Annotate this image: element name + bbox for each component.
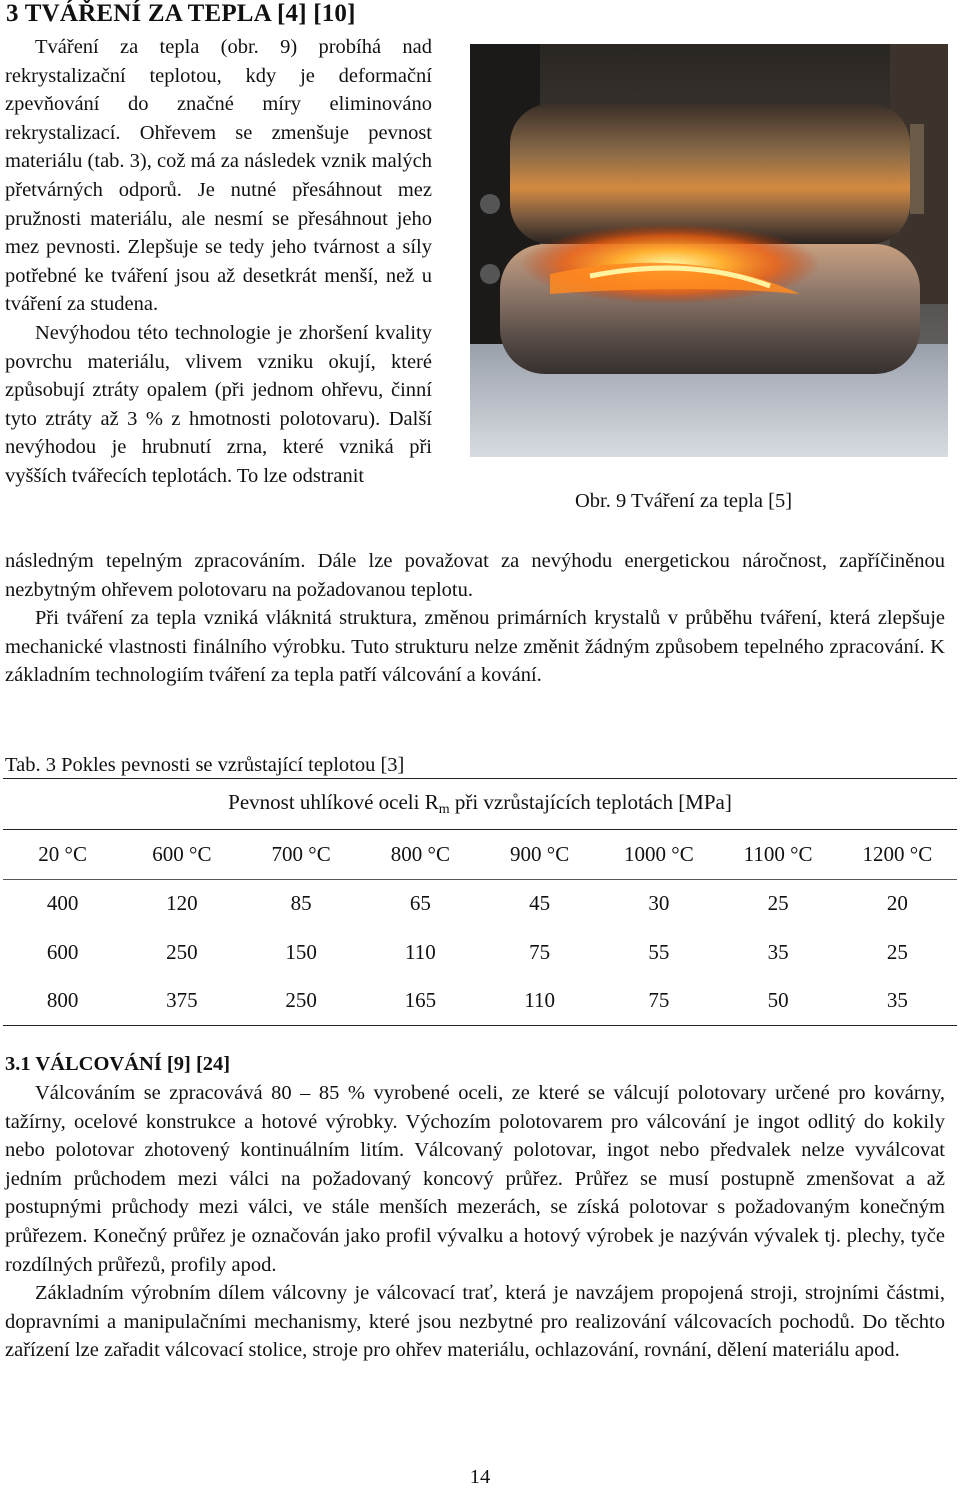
table-row: [3, 977, 957, 1026]
table-cell: 50: [719, 977, 838, 1026]
subsection-heading: 3.1 VÁLCOVÁNÍ [9] [24]: [5, 1053, 231, 1075]
figure-caption: Obr. 9 Tváření za tepla [5]: [575, 490, 793, 512]
table-cell: 35: [838, 977, 957, 1026]
page-number: 14: [469, 1466, 491, 1488]
table-cell: 150: [285, 939, 317, 964]
table-cell: 20 °C: [3, 830, 122, 880]
strength-table: [3, 778, 957, 1026]
table-cell: 375: [122, 977, 241, 1026]
table-cell: 165: [361, 977, 480, 1026]
subsection-paragraph-1: Válcováním se zpracovává 80 – 85 % vyrobené oceli, ze které se válcují polotovary určené pro kovárny, tažírny, ocelové konstrukce a hotové výrobky. Výchozím polotovarem pro válcování je ingot odlitý do kokily nebo polotovar zhotovený kontinuálním litím. Válcovaný polotovar, ingot nebo předvalek nelze vyválcovat jedním průchodem mezi válci na požadovaný koncový průřez. Průřez se musí postupně zmenšovat a až postupnými průchody mezi válci, ve stále menších mezerách, se získá polotovar s požadovaným konečným průřezem. Konečný průřez je označován jako profil vývalku a hotový výrobek je nazýván vývalek tj. plechy, tyče rozdílných průřezů, profily apod.: [5, 1082, 945, 1276]
header-text-rest: při vzrůstajících teplotách [MPa]: [449, 790, 732, 814]
table-row: [3, 879, 957, 928]
table-cell: 25: [886, 939, 908, 964]
hot-rolling-illustration: [470, 44, 948, 457]
intro-paragraph-3: Při tváření za tepla vzniká vláknitá struktura, změnou primárních krystalů v průběhu tváření, která zlepšuje mechanické vlastnosti finálního výrobku. Tuto strukturu nelze změnit žádným způsobem tepelného zpracování. K základním technologiím tváření za tepla patří válcování a kování.: [5, 607, 945, 687]
table-cell: 55: [648, 939, 670, 964]
subsection-text: [5, 1079, 945, 1365]
table-cell: 1000 °C: [599, 830, 718, 880]
table-cell: 110: [405, 939, 436, 964]
table-caption: Tab. 3 Pokles pevnosti se vzrůstající teplotou [3]: [5, 754, 405, 776]
table-cell: 600 °C: [122, 830, 241, 880]
continued-text: [5, 547, 945, 690]
intro-paragraph-1: Tváření za tepla (obr. 9) probíhá nad rekrystalizační teplotou, kdy je deformační zpevňování do značné míry eliminováno rekrystalizací. Ohřevem se zmenšuje pevnost materiálu (tab. 3), což má za následek vznik malých přetvárných odporů. Je nutné přesáhnout mez pružnosti materiálu, ale nesmí se přesáhnout jeho mez pevnosti. Zlepšuje se tedy jeho tvárnost a síly potřebné ke tváření jsou až desetkrát menší, než u tváření za studena.: [5, 36, 432, 316]
intro-paragraph-2-continued: následným tepelným zpracováním. Dále lze považovat za nevýhodu energetickou náročnost, zapříčiněnou nezbytným ohřevem polotovaru na požadovanou teplotu.: [5, 550, 945, 601]
header-text: Pevnost uhlíkové oceli R: [228, 790, 439, 814]
table-cell: 85: [290, 891, 312, 916]
table-cell: 45: [529, 891, 551, 916]
intro-text: [5, 33, 432, 491]
table-cell: 800: [3, 977, 122, 1026]
table-cell: 250: [166, 939, 198, 964]
table-cell: 400: [46, 891, 79, 916]
table-cell: 25: [767, 891, 789, 916]
section-heading: 3 TVÁŘENÍ ZA TEPLA [4] [10]: [6, 0, 356, 27]
table-cell: 35: [767, 939, 789, 964]
table-cell: 30: [648, 891, 670, 916]
table-cell: 700 °C: [242, 830, 361, 880]
table-cell: 75: [529, 939, 551, 964]
table-cell: 120: [166, 891, 198, 916]
table-cell: 600: [46, 939, 79, 964]
temperature-header-row: [3, 830, 957, 880]
table-main-header: [3, 779, 957, 830]
table-cell: 20: [886, 891, 908, 916]
table-cell: 1200 °C: [838, 830, 957, 880]
header-subscript: m: [438, 802, 450, 817]
table-cell: 900 °C: [480, 830, 599, 880]
table-cell: 110: [480, 977, 599, 1026]
table-cell: 800 °C: [361, 830, 480, 880]
table-row: [3, 928, 957, 977]
table-cell: 250: [242, 977, 361, 1026]
table-cell: 1100 °C: [719, 830, 838, 880]
table-cell: 75: [599, 977, 718, 1026]
subsection-paragraph-2: Základním výrobním dílem válcovny je válcovací trať, která je navzájem propojená stroji, strojními částmi, dopravními a manipulačními mechanismy, které jsou nezbytné pro realizování válcovacích pochodů. Do těchto zařízení lze zařadit válcovací stolice, stroje pro ohřev materiálu, ochlazování, rovnání, dělení materiálu apod.: [5, 1282, 945, 1362]
intro-paragraph-2: Nevýhodou této technologie je zhoršení kvality povrchu materiálu, vlivem vzniku okují, které způsobují ztráty opalem (při jednom ohřevu, činní tyto ztráty až 3 % z hmotnosti polotovaru). Další nevýhodou je hrubnutí zrna, které vzniká při vyšších tvářecích teplotách. To lze odstranit: [5, 321, 432, 487]
hot-rolling-photo: [470, 44, 948, 457]
table-cell: 65: [409, 891, 431, 916]
